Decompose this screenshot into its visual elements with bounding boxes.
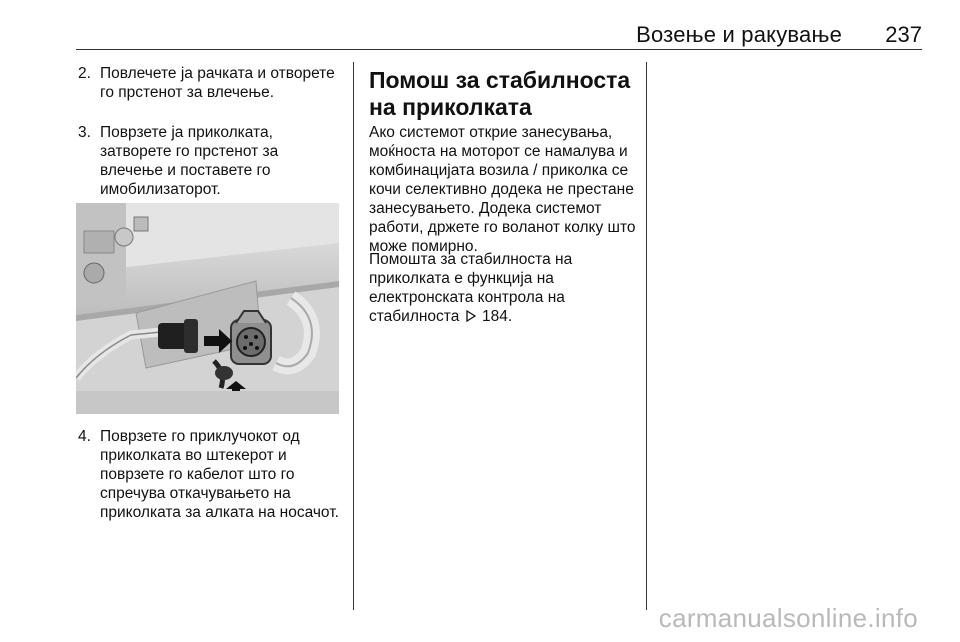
step-text: Поврзете го приклучокот од приколката во штекерот и поврзете го кабелот што го спречува откачувањето на приколката за алката на носачот.	[100, 428, 339, 521]
step-number: 2.	[78, 65, 91, 82]
page-reference-arrow-icon	[466, 310, 476, 322]
header-rule	[76, 49, 922, 50]
trailer-socket-illustration	[76, 203, 339, 414]
paragraph: Ако системот открие занесувања, моќноста на моторот се намалува и комбинацијата возила / приколка се кочи селективно додека не престане занесувањето. Додека системот работи, држете го воланот колку што може помирно.	[369, 124, 636, 255]
list-item-step-3	[78, 123, 340, 199]
reference-page-link[interactable]: 184.	[481, 308, 513, 325]
watermark: carmanualsonline.info	[658, 603, 918, 633]
column-divider	[353, 62, 354, 610]
list-item-step-2	[78, 64, 340, 102]
step-number: 4.	[78, 428, 91, 445]
section-heading: Помош за стабилноста на приколката	[369, 67, 631, 120]
paragraph-with-reference	[369, 250, 647, 326]
step-text: Повлечете ја рачката и отворете го прстенот за влечење.	[100, 65, 335, 101]
step-number: 3.	[78, 124, 91, 141]
page-header-title: Возење и ракување	[636, 22, 842, 47]
paragraph-text: Помошта за стабилноста на приколката е функција на електронската контрола на стабилноста	[369, 251, 573, 325]
step-text: Поврзете ја приколката, затворете го прстенот за влечење и поставете го имобилизаторот.	[100, 124, 279, 198]
page-number: 237	[885, 22, 922, 47]
list-item-step-4	[78, 427, 340, 522]
